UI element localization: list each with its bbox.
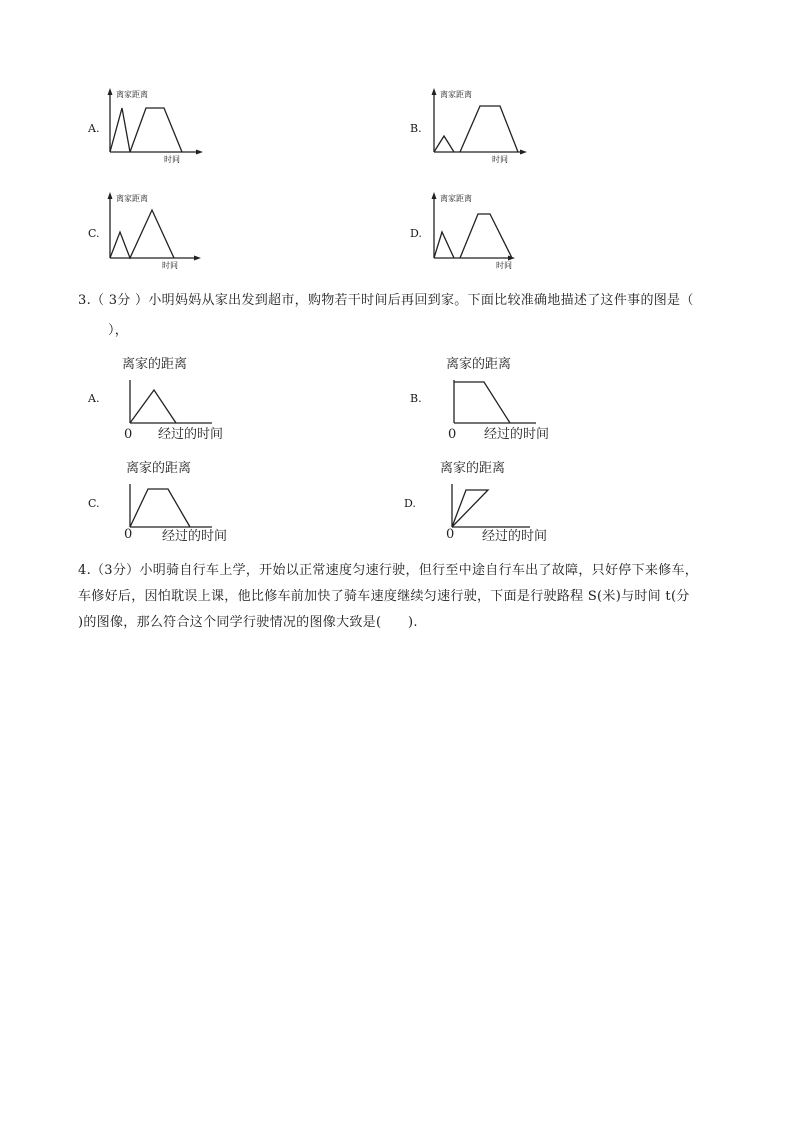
- q2-graph-b: [428, 86, 528, 166]
- q3-graph-a: [118, 352, 238, 444]
- x-axis-label: 经过的时间: [484, 427, 550, 442]
- x-axis-label: 经过的时间: [482, 529, 548, 544]
- origin-label: 0: [124, 427, 133, 442]
- y-axis-label: 离家距离: [116, 194, 148, 203]
- x-axis-label: 经过的时间: [158, 427, 224, 442]
- option-label: B.: [410, 122, 422, 135]
- origin-label: 0: [446, 527, 455, 542]
- x-axis-label: 时间: [496, 261, 512, 270]
- q2-graph-d: [428, 190, 528, 272]
- question-4-line1: 4.（3分）小明骑自行车上学，开始以正常速度匀速行驶，但行至中途自行车出了故障，只好停下来修车，: [78, 563, 699, 578]
- option-label: C.: [88, 227, 100, 240]
- y-axis-label: 离家的距离: [126, 461, 192, 476]
- option-label: C.: [88, 497, 100, 510]
- q2-graph-a: [104, 86, 204, 166]
- x-axis-label: 经过的时间: [162, 529, 228, 544]
- y-axis-label: 离家的距离: [440, 461, 506, 476]
- question-3-line1: 3.（ 3分 ）小明妈妈从家出发到超市，购物若干时间后再回到家。下面比较准确地描述了这件事的图是（: [78, 293, 694, 308]
- question-3-text: [78, 288, 728, 344]
- option-label: D.: [404, 497, 416, 510]
- origin-label: 0: [448, 427, 457, 442]
- option-label: D.: [410, 227, 422, 240]
- question-3-line2: ），: [108, 323, 129, 338]
- x-axis-label: 时间: [162, 261, 178, 270]
- question-4-line2: 车修好后，因怕耽误上课，他比修车前加快了骑车速度继续匀速行驶，下面是行驶路程 S(米)与时间 t(分: [78, 589, 690, 604]
- y-axis-label: 离家距离: [440, 194, 472, 203]
- q3-graph-b: [442, 352, 562, 444]
- q3-graph-d: [438, 456, 562, 548]
- y-axis-label: 离家的距离: [122, 357, 188, 372]
- question-4-text: [78, 558, 728, 636]
- y-axis-label: 离家距离: [116, 90, 148, 99]
- y-axis-label: 离家距离: [440, 90, 472, 99]
- origin-label: 0: [124, 527, 133, 542]
- option-label: B.: [410, 392, 422, 405]
- option-label: A.: [88, 122, 100, 135]
- y-axis-label: 离家的距离: [446, 357, 512, 372]
- x-axis-label: 时间: [492, 155, 508, 164]
- x-axis-label: 时间: [164, 155, 180, 164]
- question-4-line3: )的图像，那么符合这个同学行驶情况的图像大致是( ).: [78, 615, 418, 630]
- q3-graph-c: [118, 456, 238, 548]
- q2-graph-c: [104, 190, 204, 270]
- option-label: A.: [88, 392, 100, 405]
